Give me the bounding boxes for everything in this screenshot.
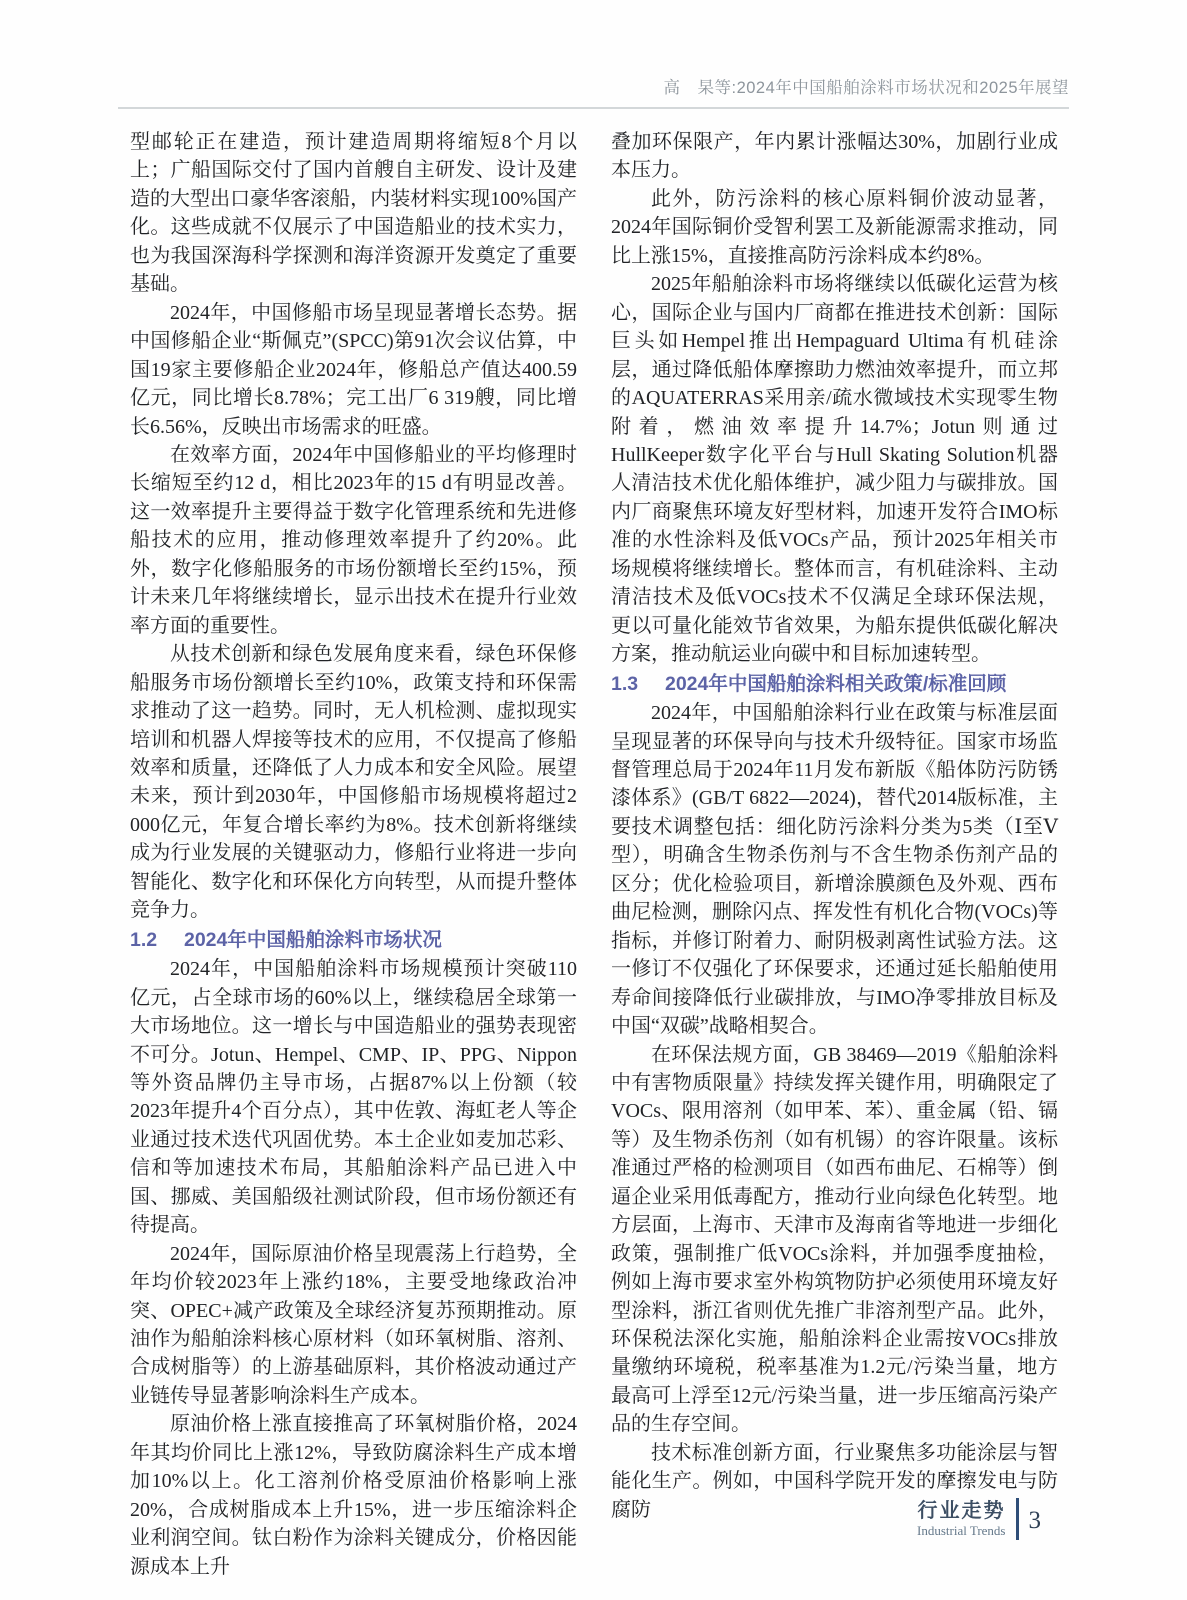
running-header	[118, 74, 1069, 109]
paragraph: 2024年，中国船舶涂料市场规模预计突破110亿元，占全球市场的60%以上，继续稳居全球第一大市场地位。这一增长与中国造船业的强势表现密不可分。Jotun、Hempel、CMP、IP、PPG、Nippon等外资品牌仍主导市场，占据87%以上份额（较2023年提升4个百分点），其中佐敦、海虹老人等企业通过技术迭代巩固优势。本土企业如麦加芯彩、信和等加速技术布局，其船舶涂料产品已进入中国、挪威、美国船级社测试阶段，但市场份额还有待提高。	[130, 958, 577, 1237]
footer-section-cn: 行业走势	[917, 1500, 1006, 1522]
paragraph: 叠加环保限产，年内累计涨幅达30%，加剧行业成本压力。	[611, 131, 1058, 182]
paragraph: 此外，防污涂料的核心原料铜价波动显著，2024年国际铜价受智利罢工及新能源需求推动，同比上涨15%，直接推高防污涂料成本约8%。	[611, 187, 1058, 267]
left-column	[130, 128, 577, 1581]
page-number: 3	[1028, 1507, 1041, 1534]
paragraph: 原油价格上涨直接推高了环氧树脂价格，2024年其均价同比上涨12%，导致防腐涂料生产成本增加10%以上。化工溶剂价格受原油价格影响上涨20%，合成树脂成本上升15%，进一步压缩涂料企业利润空间。钛白粉作为涂料关键成分，价格因能源成本上升	[130, 1413, 577, 1578]
paragraph: 2024年，中国船舶涂料行业在政策与标准层面呈现显著的环保导向与技术升级特征。国家市场监督管理总局于2024年11月发布新版《船体防污防锈漆体系》(GB/T 6822—2024)，替代2014版标准，主要技术调整包括：细化防污涂料分类为5类（Ⅰ至Ⅴ型），明确含生物杀伤剂与不含生物杀伤剂产品的区分；优化检验项目，新增涂膜颜色及外观、西布曲尼检测，删除闪点、挥发性有机化合物(VOCs)等指标，并修订附着力、耐阴极剥离性试验方法。这一修订不仅强化了环保要求，还通过延长船舶使用寿命间接降低行业碳排放，与IMO净零排放目标及中国“双碳”战略相契合。	[611, 702, 1058, 1038]
paragraph: 在效率方面，2024年中国修船业的平均修理时长缩短至约12 d，相比2023年的15 d有明显改善。这一效率提升主要得益于数字化管理系统和先进修船技术的应用，推动修理效率提升了约20%。此外，数字化修船服务的市场份额增长至约15%，预计未来几年将继续增长，显示出技术在提升行业效率方面的重要性。	[130, 443, 577, 637]
section-heading-1-2	[130, 926, 577, 954]
paragraph: 在环保法规方面，GB 38469—2019《船舶涂料中有害物质限量》持续发挥关键作用，明确限定了VOCs、限用溶剂（如甲苯、苯）、重金属（铅、镉等）及生物杀伤剂（如有机锡）的容许限量。该标准通过严格的检测项目（如西布曲尼、石棉等）倒逼企业采用低毒配方，推动行业向绿色化转型。地方层面，上海市、天津市及海南省等地进一步细化政策，强制推广低VOCs涂料，并加强季度抽检，例如上海市要求室外构筑物防护必须使用环境友好型涂料，浙江省则优先推广非溶剂型产品。此外，环保税法深化实施，船舶涂料企业需按VOCs排放量缴纳环境税，税率基准为1.2元/污染当量，地方最高可上浮至12元/污染当量，进一步压缩高污染产品的生存空间。	[611, 1043, 1058, 1436]
paragraph: 型邮轮正在建造，预计建造周期将缩短8个月以上；广船国际交付了国内首艘自主研发、设计及建造的大型出口豪华客滚船，内装材料实现100%国产化。这些成就不仅展示了中国造船业的技术实力，也为我国深海科学探测和海洋资源开发奠定了重要基础。	[130, 131, 577, 296]
page-footer	[917, 1496, 1041, 1542]
section-title: 2024年中国船舶涂料市场状况	[183, 928, 442, 951]
paragraph: 从技术创新和绿色发展角度来看，绿色环保修船服务市场份额增长至约10%，政策支持和环保需求推动了这一趋势。同时，无人机检测、虚拟现实培训和机器人焊接等技术的应用，不仅提高了修船效率和质量，还降低了人力成本和安全风险。展望未来，预计到2030年，中国修船市场规模将超过2 000亿元，年复合增长率约为8%。技术创新将继续成为行业发展的关键驱动力，修船行业将进一步向智能化、数字化和环保化方向转型，从而提升整体竞争力。	[130, 643, 577, 922]
footer-section-labels	[917, 1499, 1015, 1539]
section-number: 1.2	[130, 928, 158, 951]
right-column	[611, 128, 1058, 1581]
paragraph: 2024年，国际原油价格呈现震荡上行趋势，全年均价较2023年上涨约18%，主要受地缘政治冲突、OPEC+减产政策及全球经济复苏预期推动。原油作为船舶涂料核心原材料（如环氧树脂、溶剂、合成树脂等）的上游基础原料，其价格波动通过产业链传导显著影响涂料生产成本。	[130, 1242, 577, 1407]
section-heading-1-3	[611, 670, 1058, 698]
page-body	[130, 128, 1058, 1581]
paragraph: 2024年，中国修船市场呈现显著增长态势。据中国修船企业“斯佩克”(SPCC)第91次会议估算，中国19家主要修船企业2024年，修船总产值达400.59亿元，同比增长8.78%；完工出厂6 319艘，同比增长6.56%，反映出市场需求的旺盛。	[130, 301, 577, 438]
running-header-title: 高 杲等:2024年中国船舶涂料市场状况和2025年展望	[663, 79, 1069, 97]
paragraph: 技术标准创新方面，行业聚焦多功能涂层与智能化生产。例如，中国科学院开发的摩擦发电与防腐防	[611, 1441, 1058, 1521]
paragraph: 2025年船舶涂料市场将继续以低碳化运营为核心，国际企业与国内厂商都在推进技术创新：国际巨头如Hempel推出Hempaguard Ultima有机硅涂层，通过降低船体摩擦助力燃油效率提升，而立邦的AQUATERRAS采用亲/疏水微域技术实现零生物附着，燃油效率提升14.7%；Jotun则通过HullKeeper数字化平台与Hull Skating Solution机器人清洁技术优化船体维护，减少阻力与碳排放。国内厂商聚焦环境友好型材料，加速开发符合IMO标准的水性涂料及低VOCs产品，预计2025年相关市场规模将继续增长。整体而言，有机硅涂料、主动清洁技术及低VOCs技术不仅满足全球环保法规，更以可量化能效节省效果，为船东提供低碳化解决方案，推动航运业向碳中和目标加速转型。	[611, 273, 1058, 666]
footer-divider	[1016, 1498, 1019, 1540]
section-title: 2024年中国船舶涂料相关政策/标准回顾	[664, 672, 1007, 695]
section-number: 1.3	[611, 672, 639, 695]
footer-section-en: Industrial Trends	[917, 1523, 1006, 1538]
